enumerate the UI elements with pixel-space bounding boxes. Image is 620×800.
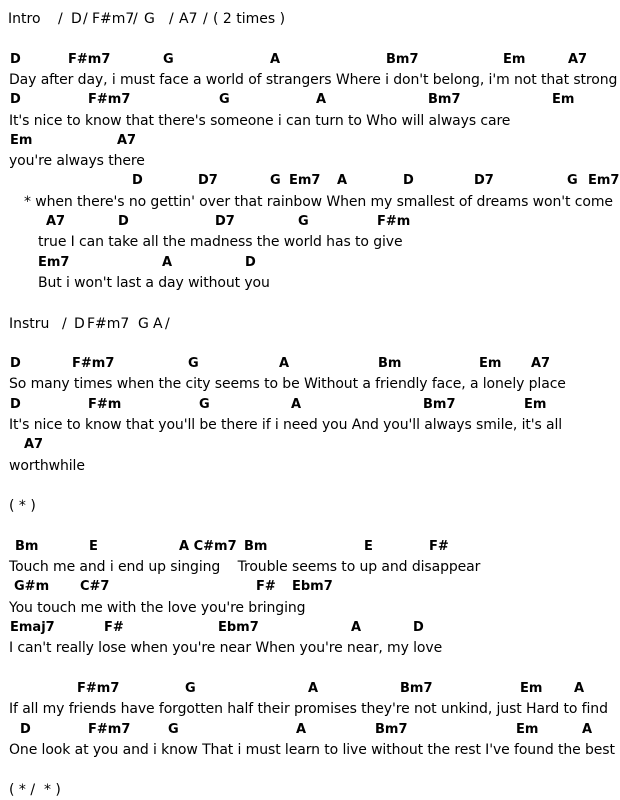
chord-line bbox=[0, 354, 620, 374]
header-token: F#m7 bbox=[92, 11, 135, 27]
blank-line bbox=[0, 760, 620, 780]
header-token: F#m7 bbox=[87, 315, 130, 332]
chord: A7 bbox=[117, 132, 137, 148]
header-token: Instru bbox=[9, 315, 50, 332]
chord: G bbox=[298, 214, 309, 229]
lyric-text: But i won't last a day without you bbox=[38, 274, 270, 291]
chord: A7 bbox=[568, 51, 588, 67]
lyric-line bbox=[0, 111, 620, 131]
chord: D bbox=[20, 721, 31, 737]
chord-line bbox=[0, 618, 620, 638]
chord: Em bbox=[524, 396, 547, 412]
chord-line bbox=[0, 720, 620, 740]
header-token: D bbox=[71, 11, 82, 27]
chord: G bbox=[199, 396, 210, 412]
chord: D bbox=[10, 92, 21, 108]
header-token: / bbox=[62, 315, 67, 332]
lyric-text: Touch me and i end up singing Trouble seems to up and disappear bbox=[9, 559, 481, 576]
header-token: Intro bbox=[8, 11, 41, 27]
lyric-line bbox=[0, 456, 620, 476]
section-header bbox=[0, 9, 620, 29]
chord: Emaj7 bbox=[10, 620, 55, 635]
blank-line bbox=[0, 293, 620, 313]
header-token: / bbox=[203, 11, 208, 27]
chord: F#m7 bbox=[72, 356, 115, 372]
chord: F#m bbox=[88, 396, 122, 412]
chord: Em7 bbox=[588, 173, 620, 189]
chord: E bbox=[364, 538, 373, 554]
lyric-line bbox=[0, 699, 620, 719]
chord: A bbox=[337, 173, 348, 189]
chord: Em bbox=[552, 92, 575, 108]
chord: A7 bbox=[531, 356, 551, 372]
chord: Bm7 bbox=[423, 396, 456, 412]
header-token: / bbox=[169, 11, 174, 27]
chord-line bbox=[0, 90, 620, 110]
chord: G bbox=[185, 680, 196, 696]
lyric-line bbox=[0, 70, 620, 90]
header-token: A7 bbox=[179, 11, 198, 27]
chord: A bbox=[162, 254, 173, 270]
chord: Bm7 bbox=[375, 721, 408, 737]
chord: G bbox=[163, 51, 174, 67]
lyric-line bbox=[0, 598, 620, 618]
header-token: A bbox=[153, 315, 163, 332]
chord: D bbox=[245, 254, 256, 270]
lyric-text: you're always there bbox=[9, 153, 145, 170]
chord: F#m7 bbox=[88, 721, 131, 737]
lyric-text: So many times when the city seems to be Without a friendly face, a lonely place bbox=[9, 376, 566, 393]
lyric-line bbox=[0, 557, 620, 577]
section-header bbox=[0, 496, 620, 516]
chord: Bm7 bbox=[386, 51, 419, 67]
chord: A bbox=[279, 356, 290, 372]
lyric-line bbox=[0, 374, 620, 394]
chord: Bm bbox=[15, 538, 39, 554]
lyric-line bbox=[0, 638, 620, 658]
chord: A bbox=[270, 51, 281, 67]
lyric-text: * when there's no gettin' over that rainbow When my smallest of dreams won't come bbox=[24, 193, 613, 210]
chord: Em bbox=[516, 721, 539, 737]
chord: F# bbox=[104, 620, 124, 635]
chord: D bbox=[10, 356, 21, 372]
blank-line bbox=[0, 334, 620, 354]
header-token: / bbox=[133, 11, 138, 27]
chord: D7 bbox=[474, 173, 494, 189]
chord: F#m7 bbox=[77, 680, 120, 696]
chord: Ebm7 bbox=[292, 579, 333, 595]
chord: G bbox=[168, 721, 179, 737]
chord-line bbox=[0, 253, 620, 273]
lyric-text: It's nice to know that there's someone i can turn to Who will always care bbox=[9, 112, 511, 129]
header-token: / bbox=[83, 11, 88, 27]
chord: Em7 bbox=[38, 254, 70, 270]
header-token: / bbox=[165, 315, 170, 332]
blank-line bbox=[0, 476, 620, 496]
chord: Bm7 bbox=[400, 680, 433, 696]
chord: Em bbox=[503, 51, 526, 67]
chord: Em7 bbox=[289, 173, 321, 189]
chord: A7 bbox=[24, 437, 44, 453]
chord: D7 bbox=[198, 173, 218, 189]
header-token: G bbox=[138, 315, 149, 332]
chord: F#m7 bbox=[68, 51, 111, 67]
chord-line bbox=[0, 131, 620, 151]
section-header bbox=[0, 314, 620, 334]
chord: A bbox=[582, 721, 593, 737]
chord: A bbox=[308, 680, 319, 696]
lyric-line bbox=[0, 192, 620, 212]
chord: A bbox=[291, 396, 302, 412]
chord: D bbox=[132, 173, 143, 189]
header-token: ( 2 times ) bbox=[213, 11, 286, 27]
chord: G#m bbox=[14, 579, 50, 595]
blank-line bbox=[0, 517, 620, 537]
chord: D bbox=[10, 396, 21, 412]
chord: F#m7 bbox=[88, 92, 131, 108]
lyric-text: Day after day, i must face a world of strangers Where i don't belong, i'm not that strong bbox=[9, 71, 618, 88]
chord: C#7 bbox=[80, 579, 110, 595]
chord-line bbox=[0, 435, 620, 455]
chord-line bbox=[0, 537, 620, 557]
chord: Bm7 bbox=[428, 92, 461, 108]
chord: G bbox=[188, 356, 199, 372]
header-token: ( * / * ) bbox=[9, 782, 61, 799]
chord: A7 bbox=[46, 214, 66, 229]
lyric-text: It's nice to know that you'll be there if i need you And you'll always smile, it's all bbox=[9, 417, 563, 433]
chord: A bbox=[574, 680, 585, 696]
chord: G bbox=[219, 92, 230, 108]
chord: E bbox=[89, 538, 98, 554]
header-token: ( * ) bbox=[9, 498, 36, 515]
chord: Em bbox=[10, 132, 33, 148]
chord: G bbox=[270, 173, 281, 189]
chord: Bm bbox=[244, 538, 268, 554]
header-token: / bbox=[58, 11, 63, 27]
chord: A bbox=[351, 620, 362, 635]
chord: Bm bbox=[378, 356, 402, 372]
lyric-text: I can't really lose when you're near When you're near, my love bbox=[9, 640, 443, 657]
header-token: D bbox=[74, 315, 85, 332]
chord: Em bbox=[520, 680, 543, 696]
chord: A C#m7 bbox=[179, 538, 237, 554]
lyric-line bbox=[0, 232, 620, 252]
lyric-line bbox=[0, 151, 620, 171]
lyric-text: One look at you and i know That i must learn to live without the rest I've found the best bbox=[9, 741, 615, 758]
chord: F# bbox=[429, 538, 449, 554]
chord-line bbox=[0, 171, 620, 191]
lyric-text: You touch me with the love you're bringing bbox=[9, 599, 306, 616]
chord: D bbox=[10, 51, 21, 67]
chord: F#m bbox=[377, 214, 411, 229]
chord-line bbox=[0, 679, 620, 699]
blank-line bbox=[0, 659, 620, 679]
chord: D bbox=[413, 620, 424, 635]
section-header bbox=[0, 780, 620, 800]
lyric-text: worthwhile bbox=[9, 457, 85, 474]
chord-line bbox=[0, 577, 620, 597]
chord: Ebm7 bbox=[218, 620, 259, 635]
chord: Em bbox=[479, 356, 502, 372]
chord-line bbox=[0, 50, 620, 70]
chord-line bbox=[0, 212, 620, 232]
blank-line bbox=[0, 29, 620, 49]
lyric-text: true I can take all the madness the world has to give bbox=[38, 234, 403, 251]
chord: F# bbox=[256, 579, 276, 595]
chord: G bbox=[567, 173, 578, 189]
lyric-line bbox=[0, 273, 620, 293]
lyric-text: If all my friends have forgotten half their promises they're not unkind, just Hard to find bbox=[9, 701, 608, 718]
chord: D bbox=[403, 173, 414, 189]
lyric-line bbox=[0, 740, 620, 760]
chord: D bbox=[118, 214, 129, 229]
chord: A bbox=[296, 721, 307, 737]
header-token: G bbox=[144, 11, 155, 27]
chord: D7 bbox=[215, 214, 235, 229]
chord: A bbox=[316, 92, 327, 108]
lyric-line bbox=[0, 415, 620, 435]
chord-line bbox=[0, 395, 620, 415]
